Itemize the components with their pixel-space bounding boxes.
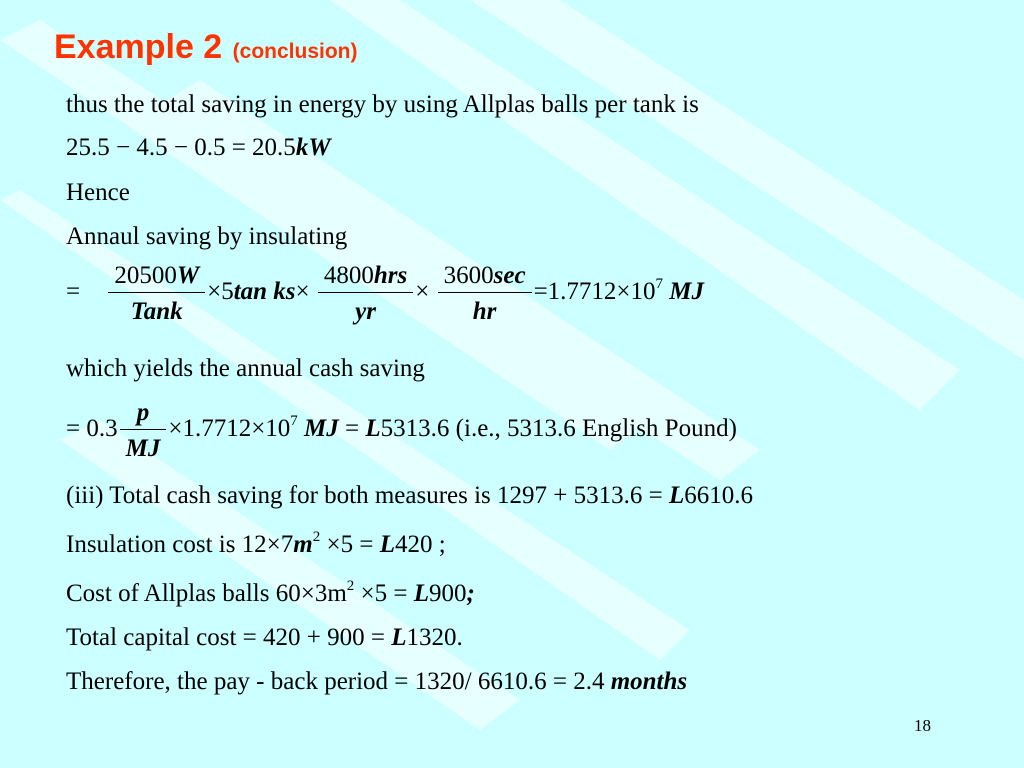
f2-num-unit: hrs [373,262,408,289]
f-den: MJ [125,435,161,462]
currency: L [413,580,430,607]
exponent: 2 [346,578,355,594]
f-num: p [120,400,167,430]
text: (iii) Total cash saving for both measures is 1297 + 5313.6 = [66,482,663,509]
exponent: 7 [290,413,298,430]
f1-num: 20500 [114,262,177,289]
text: Total capital cost = 420 + 900 = [66,624,385,651]
text: Therefore, the pay - back period = 1320/ 6610.6 = 2.4 [66,668,605,695]
times-five: ×5 [207,278,234,306]
equals: = [345,415,360,443]
fraction-3 [438,263,532,324]
unit: MJ [669,278,704,306]
f1-num-unit: W [176,262,200,289]
equation-line-5 [66,263,704,324]
f3-den: hr [472,298,497,325]
value: 1320. [406,624,463,651]
prefix: = 0.3 [66,415,118,443]
unit: months [610,668,688,695]
equation-line-11 [66,625,463,650]
f2-num: 4800 [323,262,374,289]
text-line-1: thus the total saving in energy by using Allplas balls per tank is [66,91,699,118]
fraction [120,400,167,461]
value: 5313.6 (i.e., 5313.6 English Pound) [380,415,737,443]
equation-line-8 [66,483,753,508]
slide-title [54,28,358,67]
text: Cost of Allplas balls 60×3m [66,580,347,607]
currency: L [365,415,381,443]
text: Insulation cost is 12×7 [66,531,294,558]
unit: kW [295,134,331,161]
value: 6610.6 [684,482,754,509]
page-number: 18 [914,716,931,735]
title-main: Example 2 [54,28,223,66]
equation-line-7 [66,400,737,461]
exponent: 2 [312,529,321,545]
result: =1.7712×10 [533,278,656,306]
currency: L [668,482,685,509]
f2-den: yr [355,298,376,325]
expr: 25.5 − 4.5 − 0.5 = 20.5 [66,134,296,161]
rest: ×5 = [360,580,408,607]
unit: MJ [304,415,339,443]
value: 420 ; [394,531,446,558]
rest: ×5 = [326,531,374,558]
equation-line-2 [66,135,331,160]
equation-line-10 [66,578,475,607]
equation-line-12 [66,669,687,694]
f3-num: 3600 [443,262,494,289]
title-sub: (conclusion) [232,40,358,63]
tanks-unit: tan ks [233,278,296,306]
text-line-3: Hence [66,179,130,206]
semicolon: ; [466,580,475,607]
times-1: × [295,278,310,306]
unit-m: m [293,531,313,558]
fraction-2 [318,263,413,324]
times-2: × [415,278,430,306]
text-line-4: Annaul saving by insulating [66,223,348,250]
equals-sign: = [66,278,81,306]
fraction-1 [108,263,205,324]
mid: ×1.7712×10 [168,415,291,443]
value: 900 [429,580,467,607]
text-line-6: which yields the annual cash saving [66,355,425,382]
equation-line-9 [66,529,446,558]
currency: L [391,624,407,651]
currency: L [379,531,395,558]
f3-num-unit: sec [493,262,526,289]
f1-den: Tank [130,298,183,325]
exponent: 7 [655,276,664,293]
